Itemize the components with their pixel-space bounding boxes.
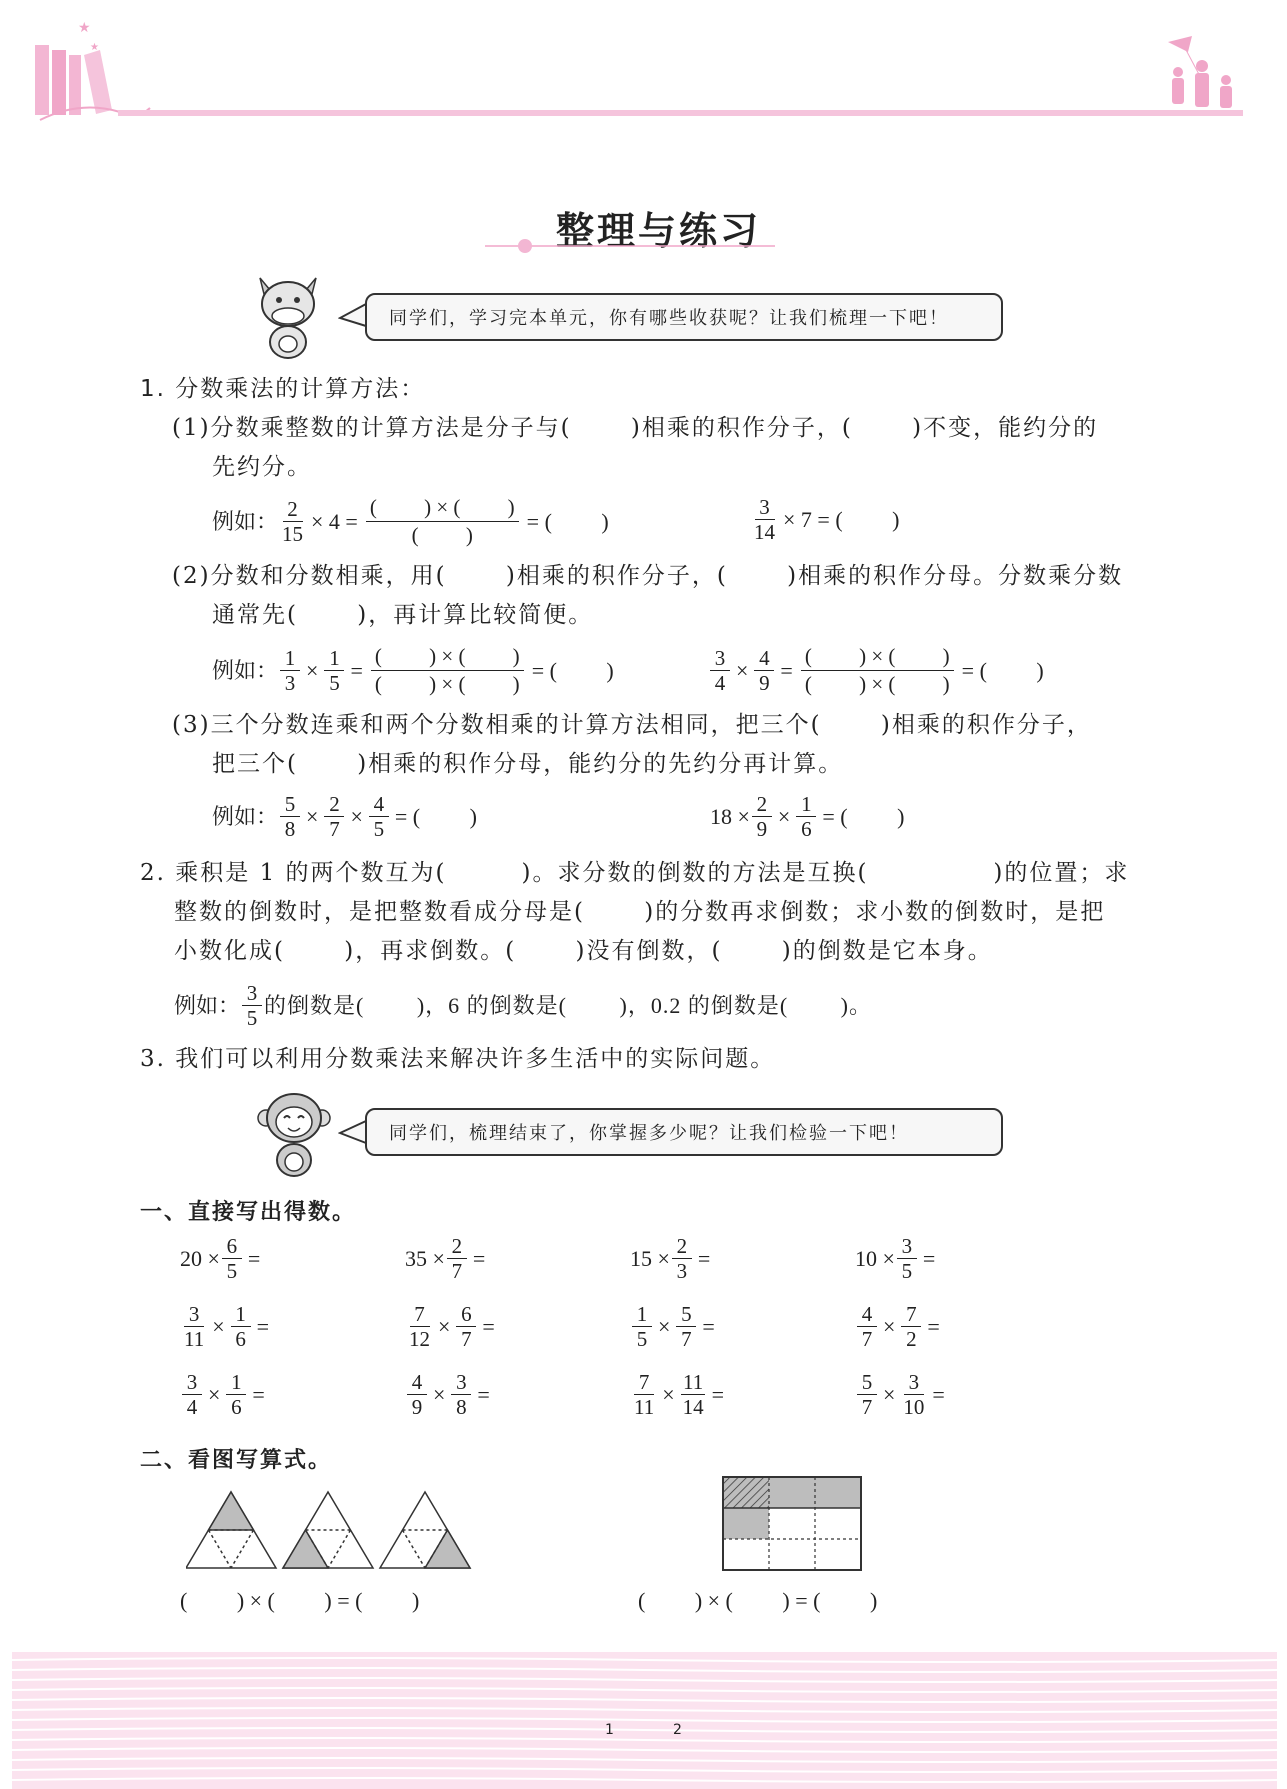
expression-text: × 4 = [311, 508, 358, 534]
fraction: $\frac{4}{7}$ [857, 1303, 877, 1350]
q2-line1: 2. 乘积是 1 的两个数互为( )。求分数的倒数的方法是互换( )的位置；求 [140, 860, 1130, 886]
exercise-item: $\frac{1}{5}$ × $\frac{5}{7}$ = [630, 1303, 855, 1350]
q1-p1-line1: (1)分数乘整数的计算方法是分子与( )相乘的积作分子，( )不变，能约分的 [172, 415, 1099, 441]
q1-example-2a [212, 645, 618, 696]
fraction: $\frac{6}{5}$ [222, 1235, 242, 1282]
q1-p3-line2: 把三个( )相乘的积作分母，能约分的先约分再计算。 [212, 751, 844, 777]
section2-heading: 二、看图写算式。 [140, 1448, 333, 1473]
q2-example [174, 982, 872, 1029]
triangle-2 [283, 1492, 373, 1568]
exercise-row-1 [180, 1235, 1080, 1282]
fraction: $\frac{1}{6}$ [796, 793, 816, 840]
q1-p3-line1: (3)三个分数连乘和两个分数相乘的计算方法相同，把三个( )相乘的积作分子， [172, 712, 1092, 738]
example-prefix: 例如： [212, 508, 279, 534]
q2-line3: 小数化成( )，再求倒数。( )没有倒数，( )的倒数是它本身。 [174, 938, 993, 964]
fraction: $\frac{3}{10}$ [903, 1370, 925, 1420]
example-prefix: 例如： [212, 657, 279, 683]
fraction: $\frac{3}{11}$ [184, 1302, 205, 1352]
times-sign: × [736, 657, 749, 683]
fraction: $\frac{3}{5}$ [897, 1235, 917, 1282]
exercise-item: $\frac{7}{11}$ × $\frac{11}{14}$ = [634, 1370, 725, 1420]
triangle-1 [186, 1492, 276, 1568]
answer-blank: = ( ) [394, 803, 477, 829]
blank-fraction: ( ) × ( ) ( ) [366, 496, 519, 547]
svg-text:★: ★ [78, 20, 91, 36]
answer-left: ( ) × ( ) = ( ) [180, 1588, 420, 1613]
equals-sign: = [780, 657, 793, 683]
q1-example-1b [750, 496, 903, 543]
fraction: $\frac{5}{7}$ [676, 1303, 696, 1350]
fraction: $\frac{3}{14}$ [754, 495, 775, 545]
example-prefix: 例如： [174, 992, 241, 1018]
q1-p1-line2: 先约分。 [212, 454, 312, 480]
fraction: $\frac{3}{4}$ [182, 1371, 202, 1418]
title-underline [485, 236, 775, 256]
q1-example-3b [710, 793, 908, 840]
fraction: $\frac{7}{11}$ [634, 1370, 655, 1420]
exercise-item: 35 × $\frac{2}{7}$ = [405, 1234, 486, 1284]
example-prefix: 例如： [212, 803, 279, 829]
triangle-3 [380, 1492, 470, 1568]
fraction: $\frac{2}{3}$ [672, 1235, 692, 1282]
exercise-item: $\frac{4}{9}$ × $\frac{3}{8}$ = [405, 1371, 630, 1418]
fraction: $\frac{4}{5}$ [369, 793, 389, 840]
fraction: $\frac{2}{9}$ [752, 793, 772, 840]
fraction: $\frac{1}{6}$ [226, 1371, 246, 1418]
fraction: $\frac{2}{7}$ [447, 1235, 467, 1282]
answer-blank: = ( ) [961, 657, 1044, 683]
rectangle-grid-figure [722, 1476, 864, 1572]
answer-blank: = ( ) [526, 508, 609, 534]
exercise-item: 15 × $\frac{2}{3}$ = [630, 1234, 711, 1284]
page-title: 整理与练习 [556, 208, 762, 253]
exercise-item: 20 × $\frac{6}{5}$ = [180, 1234, 261, 1284]
blank-fraction: ( ) × ( ) ( ) × ( ) [371, 645, 524, 696]
exercise-item: 10 × $\frac{3}{5}$ = [855, 1234, 936, 1284]
answer-blank: = ( ) [531, 657, 614, 683]
book-stack-icon [35, 20, 150, 120]
q1-example-1a [212, 496, 613, 547]
footer-stripes [12, 1652, 1277, 1789]
exercise-item: $\frac{5}{7}$ × $\frac{3}{10}$ = [855, 1371, 1080, 1418]
kids-kite-icon [1168, 36, 1232, 108]
q3-text: 3. 我们可以利用分数乘法来解决许多生活中的实际问题。 [140, 1046, 776, 1072]
answer-right: ( ) × ( ) = ( ) [638, 1588, 878, 1613]
fraction: $\frac{6}{7}$ [456, 1303, 476, 1350]
exercise-item: $\frac{4}{7}$ × $\frac{7}{2}$ = [855, 1303, 1080, 1350]
fraction: $\frac{2}{7}$ [324, 793, 344, 840]
q1-p2-line1: (2)分数和分数相乘，用( )相乘的积作分子，( )相乘的积作分母。分数乘分数 [172, 563, 1124, 589]
exercise-item: $\frac{3}{4}$ × $\frac{1}{6}$ = [180, 1371, 405, 1418]
fraction: $\frac{11}{14}$ [682, 1370, 704, 1420]
bubble1-tail [338, 300, 368, 330]
times-sign: × [777, 803, 791, 829]
exercise-row-3 [180, 1371, 1080, 1418]
calf-mascot-icon [252, 268, 332, 364]
triangles-figure [186, 1488, 476, 1572]
page-number-right: 2 [673, 1722, 682, 1738]
exercise-item: $\frac{7}{12}$ × $\frac{6}{7}$ = [409, 1302, 495, 1352]
times-sign: × [306, 657, 319, 683]
svg-text:★: ★ [90, 42, 99, 53]
expression-text: 的倒数是( )，6 的倒数是( )，0.2 的倒数是( )。 [264, 992, 872, 1018]
q1-example-3a [212, 793, 481, 840]
speech-bubble-1: 同学们，学习完本单元，你有哪些收获呢？让我们梳理一下吧！ [365, 293, 1003, 341]
expression-text: 18 × [710, 803, 750, 829]
fraction: $\frac{1}{5}$ [632, 1303, 652, 1350]
speech-bubble-2: 同学们，梳理结束了，你掌握多少呢？让我们检验一下吧！ [365, 1108, 1003, 1156]
q1-p2-line2: 通常先( )，再计算比较简便。 [212, 602, 594, 628]
fraction: $\frac{3}{4}$ [710, 647, 730, 694]
section1-heading: 一、直接写出得数。 [140, 1200, 357, 1225]
exercise-item: $\frac{3}{11}$ × $\frac{1}{6}$ = [184, 1302, 270, 1352]
blank-fraction: ( ) × ( ) ( ) × ( ) [801, 645, 954, 696]
fraction: $\frac{1}{3}$ [280, 647, 300, 694]
times-sign: × [306, 803, 319, 829]
bubble2-tail [338, 1117, 368, 1147]
header-decoration [0, 0, 1287, 140]
fraction: $\frac{3}{5}$ [242, 982, 262, 1029]
q2-line2: 整数的倒数时，是把整数看成分母是( )的分数再求倒数；求小数的倒数时，是把 [174, 899, 1106, 925]
fraction: $\frac{5}{8}$ [280, 793, 300, 840]
fraction: $\frac{7}{12}$ [409, 1302, 430, 1352]
fraction: $\frac{3}{8}$ [451, 1371, 471, 1418]
fraction: $\frac{4}{9}$ [407, 1371, 427, 1418]
page-number-left: 1 [605, 1722, 614, 1738]
times-sign: × [350, 803, 363, 829]
expression-text: × 7 = ( ) [783, 506, 900, 532]
monkey-mascot-icon [256, 1088, 336, 1180]
q1-heading: 1. 分数乘法的计算方法： [140, 376, 426, 402]
fraction: $\frac{5}{7}$ [857, 1371, 877, 1418]
q1-example-2b [708, 645, 1048, 696]
equals-sign: = [350, 657, 363, 683]
answer-blank: = ( ) [822, 803, 905, 829]
fraction: $\frac{7}{2}$ [901, 1303, 921, 1350]
fraction: $\frac{1}{5}$ [324, 647, 344, 694]
fraction: $\frac{2}{15}$ [282, 497, 304, 547]
fraction: $\frac{4}{9}$ [754, 647, 774, 694]
exercise-row-2 [180, 1303, 1080, 1350]
fraction: $\frac{1}{6}$ [231, 1303, 251, 1350]
